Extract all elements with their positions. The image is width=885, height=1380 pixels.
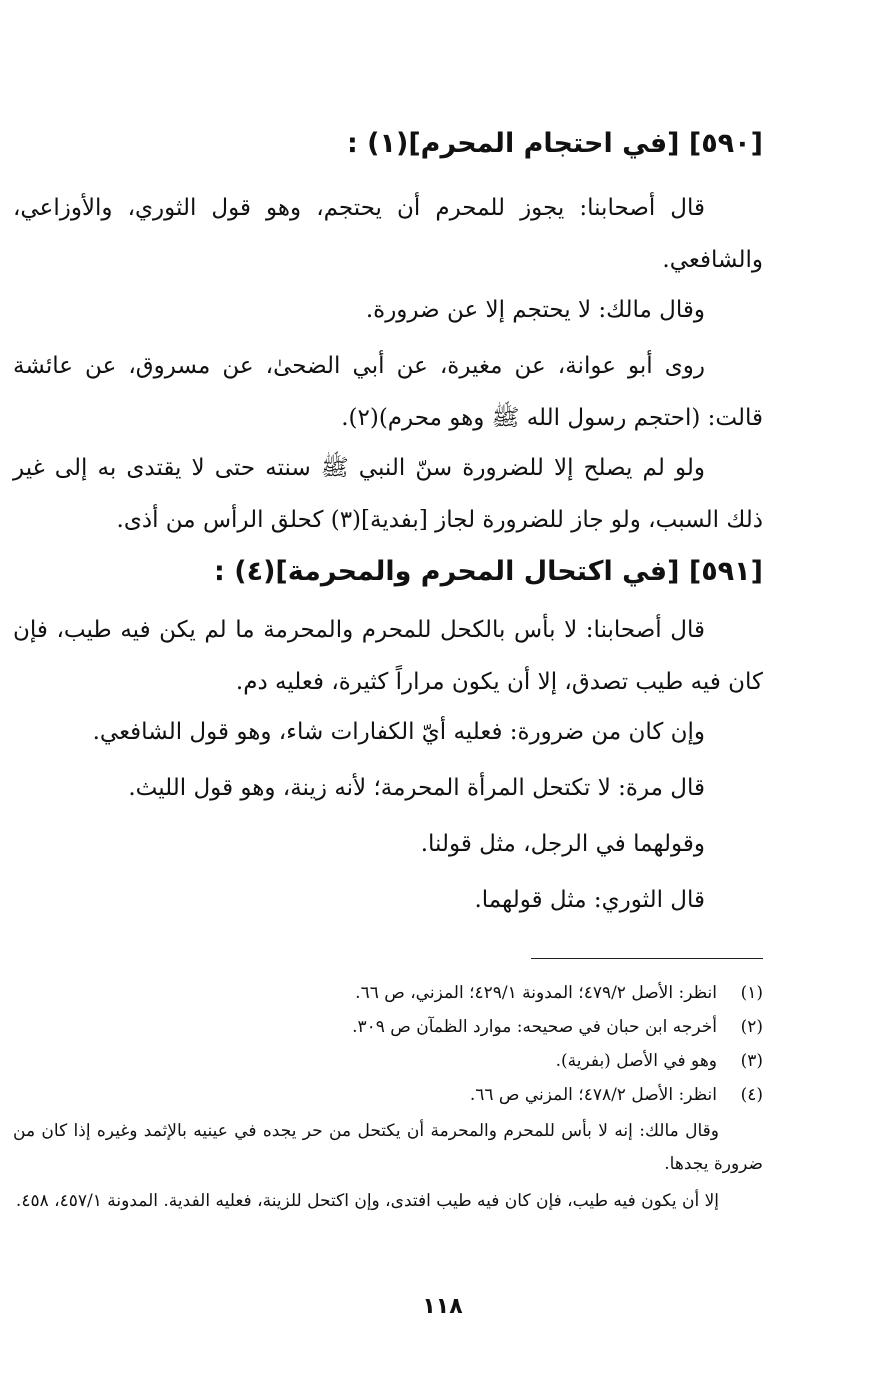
footnote-2 [13,1011,763,1043]
footnote-number: (٣) [740,1051,763,1071]
paragraph-591-1: قال أصحابنا: لا بأس بالكحل للمحرم والمحرمة ما لم يكن فيه طيب، فإن كان فيه طيب تصدق، إلا أن يكون مراراً كثيرة، فعليه دم. [13,617,763,695]
footnote-text: انظر: الأصل ٤٧٩/٢؛ المدونة ٤٢٩/١؛ المزني، ص ٦٦. [355,983,717,1003]
footnote-number: (٤) [740,1085,763,1105]
paragraph-590-2: وقال مالك: لا يحتجم إلا عن ضرورة. [365,297,705,323]
paragraph-591-2: وإن كان من ضرورة: فعليه أيّ الكفارات شاء، وهو قول الشافعي. [92,719,705,745]
footnote-4 [13,1079,763,1111]
footnote-4-continuation-1: وقال مالك: إنه لا بأس للمحرم والمحرمة أن يكتحل من حر يجده في عينيه بالإثمد وغيره إذا كان من ضرورة يجدها. [13,1121,763,1174]
footnote-3 [13,1045,763,1077]
footnote-1 [13,977,763,1009]
page-number: ١١٨ [422,1294,463,1319]
paragraph-590-4: ولو لم يصلح إلا للضرورة سنّ النبي ﷺ سنته حتى لا يقتدى به إلى غير ذلك السبب، ولو جاز للضرورة لجاز [بفدية](٣) كحلق الرأس من أذى. [13,455,763,533]
footnote-text: أخرجه ابن حبان في صحيحه: موارد الظمآن ص ٣٠٩. [352,1017,717,1037]
footnote-number: (٢) [740,1017,763,1037]
paragraph-590-3: روى أبو عوانة، عن مغيرة، عن أبي الضحىٰ، عن مسروق، عن عائشة قالت: (احتجم رسول الله ﷺ وهو محرم)(٢). [13,353,763,431]
footnote-separator [531,958,763,959]
section-heading-590: [٥٩٠] [في احتجام المحرم](١) : [346,128,763,159]
paragraph-591-5: قال الثوري: مثل قولهما. [474,887,705,913]
paragraph-590-1: قال أصحابنا: يجوز للمحرم أن يحتجم، وهو قول الثوري، والأوزاعي، والشافعي. [13,195,763,273]
footnote-4-continuation-2: إلا أن يكون فيه طيب، فإن كان فيه طيب افتدى، وإن اكتحل للزينة، فعليه الفدية. المدونة ٤٥٧/١، ٤٥٨. [15,1191,719,1211]
paragraph-591-4: وقولهما في الرجل، مثل قولنا. [420,831,705,857]
section-heading-591: [٥٩١] [في اكتحال المحرم والمحرمة](٤) : [214,556,763,587]
footnote-text: انظر: الأصل ٤٧٨/٢؛ المزني ص ٦٦. [469,1085,717,1105]
footnote-number: (١) [740,983,763,1003]
paragraph-591-3: قال مرة: لا تكتحل المرأة المحرمة؛ لأنه زينة، وهو قول الليث. [128,775,705,801]
footnote-text: وهو في الأصل (بفرية). [555,1051,717,1071]
